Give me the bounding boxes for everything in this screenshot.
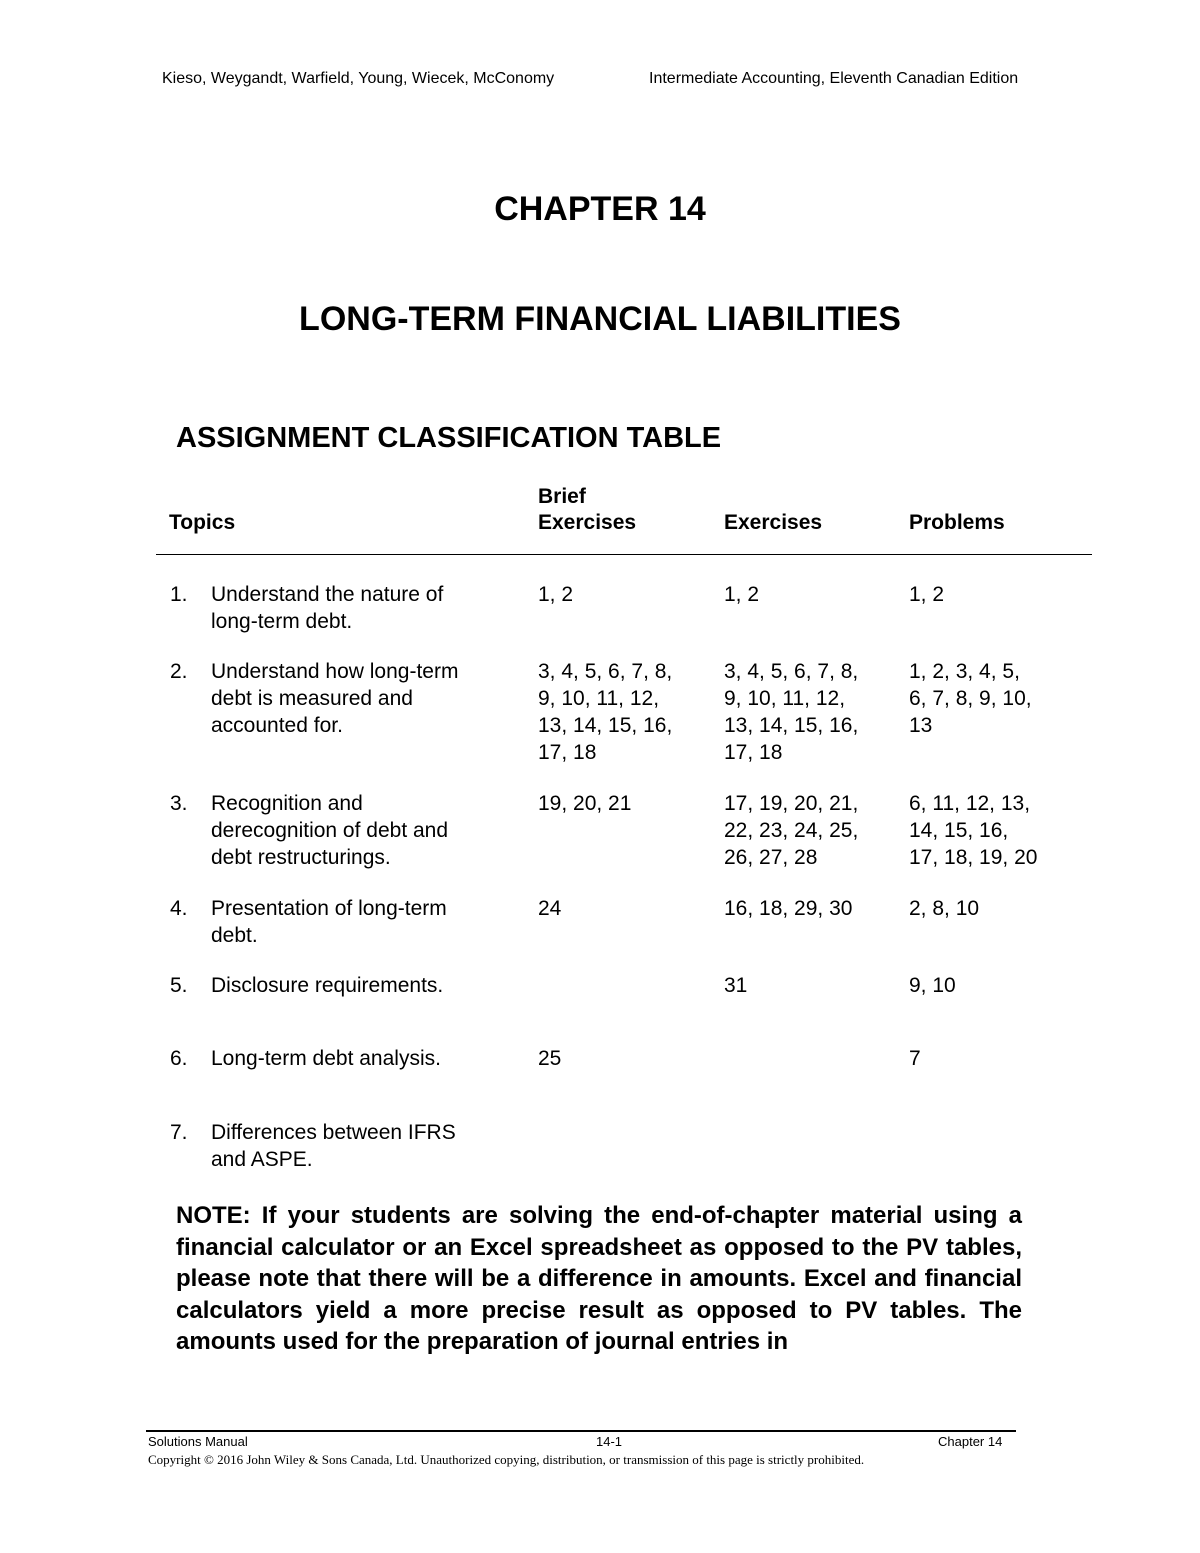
chapter-title: LONG-TERM FINANCIAL LIABILITIES [299, 300, 901, 338]
row-number: 1. [170, 583, 188, 606]
header-authors: Kieso, Weygandt, Warfield, Young, Wiecek, McConomy [162, 70, 555, 87]
footer-right: Chapter 14 [938, 1434, 1003, 1449]
row-topic: Understand how long-term debt is measured and accounted for. [211, 660, 459, 737]
row-topic: Presentation of long-term debt. [211, 897, 447, 947]
row-topic: Disclosure requirements. [211, 974, 444, 997]
row-brief-exercises: 25 [538, 1047, 562, 1070]
footer-divider [146, 1430, 1016, 1432]
column-header-exercises: Exercises [724, 511, 823, 534]
row-exercises: 31 [724, 974, 748, 997]
row-exercises: 16, 18, 29, 30 [724, 897, 853, 920]
row-problems: 2, 8, 10 [909, 897, 980, 920]
row-problems: 1, 2, 3, 4, 5, 6, 7, 8, 9, 10, 13 [909, 660, 1032, 737]
footer-page-number: 14-1 [596, 1434, 623, 1449]
section-title: ASSIGNMENT CLASSIFICATION TABLE [176, 422, 722, 454]
column-header-brief-exercises: Brief Exercises [538, 485, 637, 534]
header-book-title: Intermediate Accounting, Eleventh Canadian Edition [649, 70, 1019, 87]
chapter-number: CHAPTER 14 [494, 190, 706, 228]
row-problems: 1, 2 [909, 583, 945, 606]
row-topic: Long-term debt analysis. [211, 1047, 441, 1070]
row-number: 3. [170, 792, 188, 815]
row-topic: Differences between IFRS and ASPE. [211, 1121, 456, 1171]
row-topic: Recognition and derecognition of debt and debt restructurings. [211, 792, 449, 869]
row-topic: Understand the nature of long-term debt. [211, 583, 444, 633]
row-number: 2. [170, 660, 188, 683]
row-brief-exercises: 19, 20, 21 [538, 792, 632, 815]
row-number: 6. [170, 1047, 188, 1070]
row-brief-exercises: 1, 2 [538, 583, 574, 606]
row-exercises: 1, 2 [724, 583, 760, 606]
copyright-notice: Copyright © 2016 John Wiley & Sons Canada, Ltd. Unauthorized copying, distribution, or transmission of this page is strictly prohibited. [148, 1452, 865, 1467]
note-paragraph: NOTE: If your students are solving the end-of-chapter material using a financial calculator or an Excel spreadsheet as opposed to the PV tables, please note that there will be a difference in amounts. Excel and financial calculators yield a more precise result as opposed to PV tables. The amounts used for the preparation of journal entries in [176, 1202, 1022, 1355]
row-exercises: 3, 4, 5, 6, 7, 8, 9, 10, 11, 12, 13, 14, 15, 16, 17, 18 [724, 660, 859, 764]
column-header-problems: Problems [909, 511, 1005, 534]
row-number: 4. [170, 897, 188, 920]
row-problems: 9, 10 [909, 974, 956, 997]
row-brief-exercises: 24 [538, 897, 562, 920]
row-number: 5. [170, 974, 188, 997]
row-exercises: 17, 19, 20, 21, 22, 23, 24, 25, 26, 27, 28 [724, 792, 859, 869]
row-number: 7. [170, 1121, 188, 1144]
row-problems: 6, 11, 12, 13, 14, 15, 16, 17, 18, 19, 20 [909, 792, 1038, 869]
header-divider [156, 554, 1092, 555]
row-brief-exercises: 3, 4, 5, 6, 7, 8, 9, 10, 11, 12, 13, 14, 15, 16, 17, 18 [538, 660, 673, 764]
column-header-topics: Topics [169, 511, 236, 534]
row-problems: 7 [909, 1047, 921, 1070]
footer-left: Solutions Manual [148, 1434, 248, 1449]
